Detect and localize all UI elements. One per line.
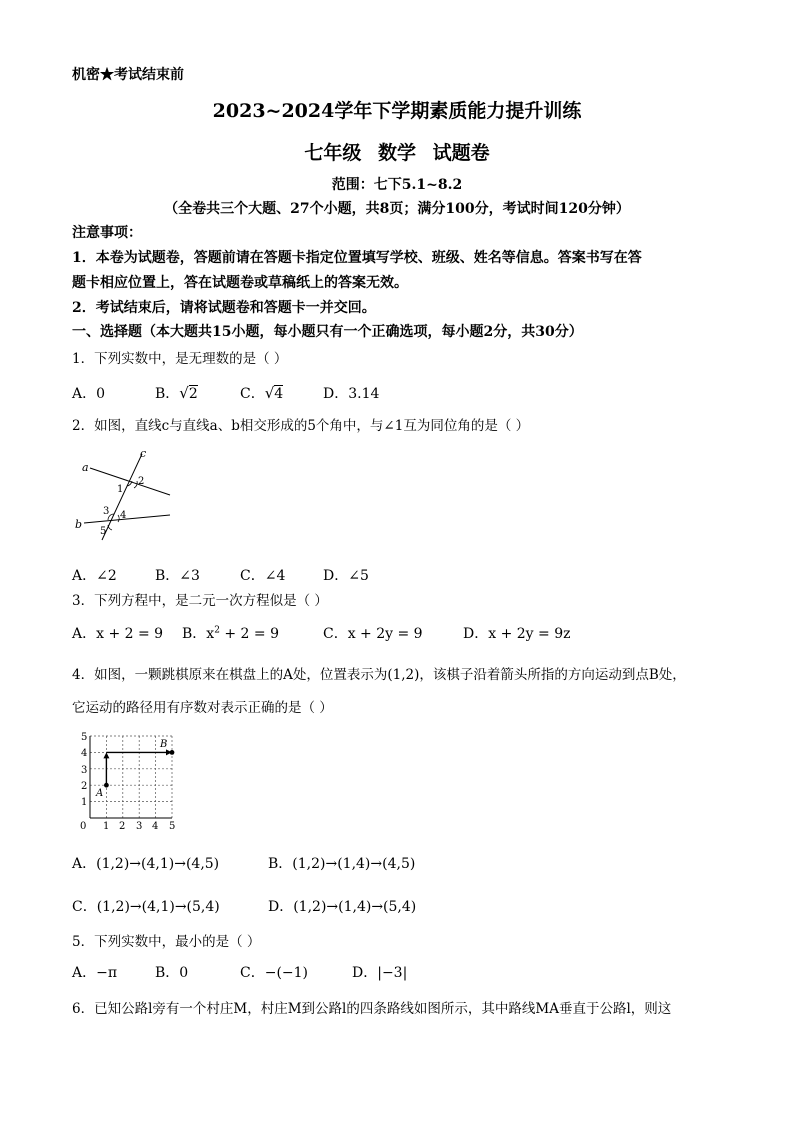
- exam-title: 2023~2024学年下学期素质能力提升训练: [212, 100, 582, 122]
- q4-stem-line1: 4．如图，一颗跳棋原来在棋盘上的A处，位置表示为(1,2)，该棋子沿着箭头所指的方向运动到点B处，: [72, 667, 686, 683]
- arrow-up-icon: [103, 752, 109, 758]
- q5-option-c[interactable]: C．−(−1): [240, 965, 309, 981]
- q3-stem: 3．下列方程中，是二元一次方程似是（ ）: [72, 593, 328, 609]
- exam-subtitle: 七年级 数学 试题卷: [304, 142, 490, 164]
- label-5: 5: [100, 526, 107, 537]
- q3-option-b[interactable]: [182, 623, 279, 643]
- point-a: [104, 783, 109, 788]
- q3-option-b-exponent: 2: [214, 625, 220, 636]
- q1-stem: 1．下列实数中，是无理数的是（ ）: [72, 351, 288, 367]
- tick-x-3: 3: [136, 821, 143, 832]
- angle-4-arc: [118, 515, 119, 522]
- q3-option-c[interactable]: C．x + 2y = 9: [323, 626, 423, 642]
- q4-grid-figure: [76, 728, 186, 833]
- label-4: 4: [120, 510, 127, 521]
- line-c: [102, 454, 145, 540]
- q3-option-d[interactable]: D．x + 2y = 9z: [463, 626, 571, 642]
- tick-y-1: 1: [81, 797, 88, 808]
- q3-option-b-pre: B．x: [182, 626, 215, 642]
- q5-option-d[interactable]: D．|−3|: [352, 965, 408, 981]
- label-a: a: [82, 461, 89, 474]
- angle-2-arc: [134, 481, 137, 488]
- label-point-a: A: [96, 788, 104, 799]
- q1-option-a[interactable]: A．0: [72, 386, 106, 402]
- note-1-line2: 题卡相应位置上，答在试题卷或草稿纸上的答案无效。: [72, 275, 408, 291]
- tick-0: 0: [80, 821, 87, 832]
- q4-option-d[interactable]: D．(1,2)→(1,4)→(5,4): [268, 899, 417, 915]
- q1-option-c-label: C．: [240, 386, 265, 402]
- point-b: [170, 750, 175, 755]
- q3-option-b-post: + 2 = 9: [219, 626, 279, 642]
- tick-y-3: 3: [81, 765, 88, 776]
- confidential-label: 机密★考试结束前: [72, 67, 184, 83]
- q4-option-a[interactable]: A．(1,2)→(4,1)→(4,5): [72, 856, 220, 872]
- q3-option-a[interactable]: A．x + 2 = 9: [72, 626, 164, 642]
- q2-option-d[interactable]: D．∠5: [323, 568, 369, 584]
- q2-option-b[interactable]: B．∠3: [155, 568, 200, 584]
- q4-option-b[interactable]: B．(1,2)→(1,4)→(4,5): [268, 856, 416, 872]
- sqrt-icon: √: [179, 384, 189, 402]
- q5-option-b[interactable]: B．0: [155, 965, 189, 981]
- line-b: [84, 515, 170, 523]
- q2-option-a[interactable]: A．∠2: [72, 568, 117, 584]
- sqrt-icon: √: [264, 384, 275, 402]
- q5-stem: 5．下列实数中，最小的是（ ）: [72, 934, 261, 950]
- q2-option-c[interactable]: C．∠4: [240, 568, 286, 584]
- section-1-heading: 一、选择题（本大题共15小题，每小题只有一个正确选项，每小题2分，共30分）: [72, 324, 583, 340]
- tick-x-2: 2: [119, 821, 126, 832]
- label-c: c: [140, 448, 147, 460]
- q5-option-a[interactable]: A．−π: [72, 965, 118, 981]
- tick-x-4: 4: [152, 821, 159, 832]
- q2-figure: [72, 448, 177, 543]
- note-2: 2．考试结束后，请将试题卷和答题卡一并交回。: [72, 300, 376, 316]
- tick-x-5: 5: [169, 821, 176, 832]
- tick-y-2: 2: [81, 781, 88, 792]
- q1-option-b-label: B．: [155, 386, 180, 402]
- label-point-b: B: [160, 739, 168, 750]
- q1-option-d[interactable]: D．3.14: [323, 386, 380, 402]
- tick-x-1: 1: [103, 821, 110, 832]
- q4-stem-line2: 它运动的路径用有序数对表示正确的是（ ）: [72, 700, 333, 716]
- q1-option-c[interactable]: [240, 383, 283, 403]
- q1-option-b[interactable]: [155, 383, 198, 403]
- exam-scope: 范围：七下5.1~8.2: [331, 177, 463, 193]
- label-3: 3: [103, 506, 110, 517]
- tick-y-5: 5: [81, 732, 88, 743]
- tick-y-4: 4: [81, 748, 88, 759]
- notes-heading: 注意事项：: [72, 225, 142, 241]
- q4-option-c[interactable]: C．(1,2)→(4,1)→(5,4): [72, 899, 220, 915]
- label-2: 2: [138, 476, 145, 487]
- q6-stem: 6．已知公路l旁有一个村庄M，村庄M到公路l的四条路线如图所示，其中路线MA垂直于公路l，则这: [72, 1001, 672, 1017]
- q2-stem: 2．如图，直线c与直线a、b相交形成的5个角中，与∠1互为同位角的是（ ）: [72, 418, 530, 434]
- q1-option-c-value: 4: [274, 386, 284, 402]
- note-1-line1: 1．本卷为试题卷，答题前请在答题卡指定位置填写学校、班级、姓名等信息。答案书写在答: [72, 250, 642, 266]
- label-b: b: [75, 518, 83, 531]
- exam-info: （全卷共三个大题、27个小题，共8页；满分100分，考试时间120分钟）: [164, 201, 630, 217]
- line-a: [90, 468, 170, 495]
- label-1: 1: [117, 484, 124, 495]
- q1-option-b-value: 2: [188, 386, 198, 402]
